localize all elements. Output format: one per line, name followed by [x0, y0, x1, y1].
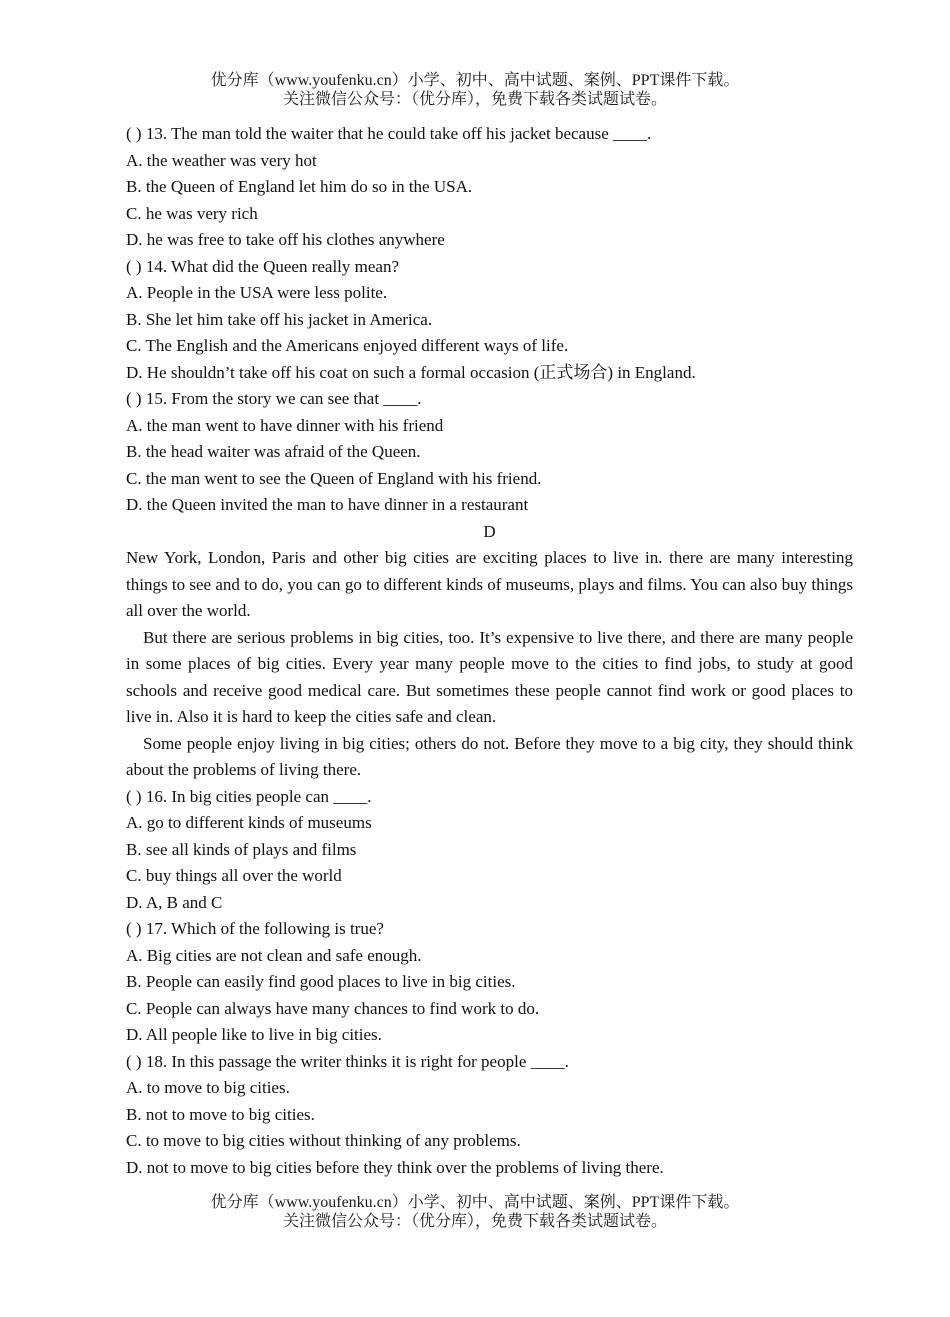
option-b: B. People can easily find good places to live in big cities. — [126, 972, 516, 991]
page-header — [0, 71, 950, 109]
header-line-1: 优分库（www.youfenku.cn）小学、初中、高中试题、案例、PPT课件下载。 — [210, 72, 740, 89]
header-line-2: 关注微信公众号：（优分库），免费下载各类试题试卷。 — [282, 91, 667, 108]
passage-paragraph-2: But there are serious problems in big cities, too. It’s expensive to live there, and there are many people in some places of big cities. Every year many people move to the cities to find jobs, to study at good schools and receive good medical care. But sometimes these people cannot find work or good places to live in. Also it is hard to keep the cities safe and clean. — [126, 627, 853, 726]
option-a: A. to move to big cities. — [126, 1078, 290, 1097]
question-stem: ( ) 13. The man told the waiter that he could take off his jacket because ____. — [126, 124, 652, 143]
option-b: B. see all kinds of plays and films — [126, 839, 357, 859]
option-c: C. buy things all over the world — [126, 866, 342, 885]
option-b: B. not to move to big cities. — [126, 1104, 315, 1124]
footer-line-2: 关注微信公众号：（优分库），免费下载各类试题试卷。 — [282, 1213, 667, 1230]
question-13 — [126, 121, 853, 254]
option-c: C. The English and the Americans enjoyed different ways of life. — [126, 336, 569, 355]
option-b: B. the head waiter was afraid of the Queen. — [126, 442, 421, 461]
option-a: A. the man went to have dinner with his friend — [126, 415, 444, 435]
section-d-title: D — [483, 521, 496, 541]
option-d: D. All people like to live in big cities. — [126, 1025, 382, 1044]
question-16 — [126, 784, 853, 917]
question-15 — [126, 386, 853, 519]
question-stem: ( ) 18. In this passage the writer thinks it is right for people ____. — [126, 1051, 569, 1071]
option-d: D. he was free to take off his clothes anywhere — [126, 230, 445, 249]
option-d: D. He shouldn’t take off his coat on such a formal occasion (正式场合) in England. — [126, 362, 696, 382]
option-c: C. he was very rich — [126, 203, 258, 223]
option-c: C. People can always have many chances to find work to do. — [126, 998, 540, 1018]
option-a: A. the weather was very hot — [126, 150, 317, 170]
question-stem: ( ) 14. What did the Queen really mean? — [126, 256, 399, 276]
footer-line-1: 优分库（www.youfenku.cn）小学、初中、高中试题、案例、PPT课件下载。 — [210, 1194, 740, 1211]
option-a: A. People in the USA were less polite. — [126, 283, 388, 302]
option-b: B. the Queen of England let him do so in the USA. — [126, 177, 473, 196]
passage-paragraph-3: Some people enjoy living in big cities; others do not. Before they move to a big city, they should think about the problems of living there. — [126, 733, 853, 779]
option-c: C. to move to big cities without thinking of any problems. — [126, 1131, 521, 1150]
option-d: D. A, B and C — [126, 892, 223, 912]
question-14 — [126, 254, 853, 387]
question-stem: ( ) 17. Which of the following is true? — [126, 919, 384, 938]
question-17 — [126, 916, 853, 1049]
question-18 — [126, 1049, 853, 1182]
page-footer — [0, 1193, 950, 1231]
passage-paragraph-1: New York, London, Paris and other big cities are exciting places to live in. there are many interesting things to see and to do, you can go to different kinds of museums, plays and films. You can also buy things all over the world. — [126, 548, 853, 620]
option-d: D. the Queen invited the man to have dinner in a restaurant — [126, 495, 529, 514]
option-d: D. not to move to big cities before they think over the problems of living there. — [126, 1157, 664, 1177]
option-c: C. the man went to see the Queen of England with his friend. — [126, 468, 542, 488]
option-a: A. Big cities are not clean and safe enough. — [126, 945, 422, 965]
question-stem: ( ) 15. From the story we can see that ____. — [126, 389, 422, 408]
option-a: A. go to different kinds of museums — [126, 813, 372, 832]
option-b: B. She let him take off his jacket in America. — [126, 309, 433, 329]
question-stem: ( ) 16. In big cities people can ____. — [126, 786, 372, 806]
exam-content — [126, 121, 853, 1181]
